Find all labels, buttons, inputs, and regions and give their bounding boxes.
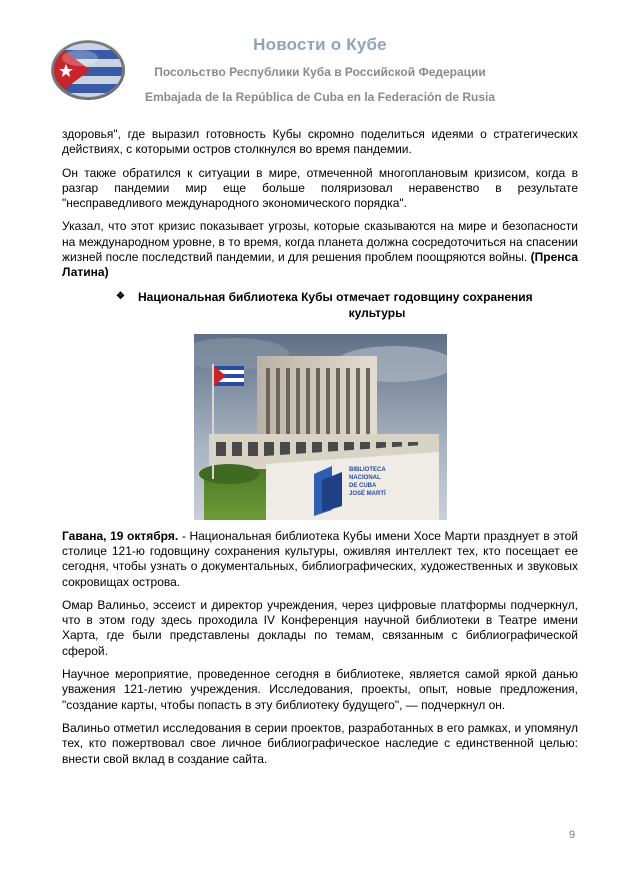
cuban-flag-globe-icon: [50, 40, 126, 100]
page-content: [62, 127, 578, 775]
article2-dateline: Гавана, 19 октября.: [62, 528, 179, 543]
article2-paragraph-1-text: - Национальная библиотека Кубы имени Хосе Марти празднует в этой столице 121-ю годовщину сохранения культуры, оживляя интеллект тех, кто посещает ее сегодня, чтобы узнать о документальных, библиографических, художественных и звуковых сокровищах острова.: [62, 528, 578, 589]
diamond-bullet-icon: ❖: [116, 290, 125, 302]
article2-heading: [62, 289, 578, 321]
article2-heading-line1: Национальная библиотека Кубы отмечает годовщину сохранения: [138, 289, 533, 304]
newsletter-title: Новости о Кубе: [253, 35, 387, 54]
article1-paragraph-3-text: Указал, что этот кризис показывает угрозы, которые сказываются на мире и безопасности на международном уровне, в то время, когда планета должна сосредоточиться на спасении жизней после последствий пандемии, и для решения проблем поощряются войны.: [62, 219, 578, 265]
embassy-name-russian: Посольство Республики Куба в Российской Федерации: [154, 65, 486, 79]
library-sign-line4: JOSÉ MARTÍ: [349, 490, 386, 497]
page-number: 9: [569, 829, 576, 841]
article1-paragraph-2: Он также обратился к ситуации в мире, отмеченной многоплановым кризисом, когда в разгар пандемии мир еще больше поляризовал неравенство в результате "несправедливого международного экономического порядка".: [62, 165, 578, 211]
article1-source: (Пренса Латина): [62, 250, 578, 280]
page-header: [0, 0, 621, 120]
library-sign-line1: BIBLIOTECA: [349, 466, 386, 473]
library-sign-line2: NACIONAL: [349, 474, 381, 481]
article2-paragraph-4: Валиньо отметил исследования в серии проектов, разработанных в его рамках, и упомянул тех, кто пожертвовал свое личное библиографическое наследие с единственной целью: внести свой вклад в создание сайта.: [62, 720, 578, 766]
article2-heading-line2: культуры: [348, 305, 406, 320]
article2-paragraph-3: Научное мероприятие, проведенное сегодня в библиотеке, является самой яркой данью уважения 121-летию учреждения. Исследования, проекты, опыт, новые предложения, "создание карты, чтобы попасть в эту библиотеку будущего", — подчеркнул он.: [62, 667, 578, 712]
library-sign-line3: DE CUBA: [349, 482, 377, 489]
article1-paragraph-3: [62, 219, 578, 280]
article2-paragraph-1: [62, 529, 578, 590]
article1-paragraph-1: здоровья", где выразил готовность Кубы скромно поделиться идеями о стратегических действиях, с которыми остров столкнулся во время пандемии.: [62, 127, 578, 157]
article2-paragraph-2: Омар Валиньо, эссеист и директор учреждения, через цифровые платформы подчеркнул, что в этом году здесь проходила IV Конференция научной библиотеки в Театре имени Харта, где были представлены доклады по темам, связанным с библиографической сферой.: [62, 597, 578, 658]
library-photo: [194, 334, 447, 520]
embassy-name-spanish: Embajada de la República de Cuba en la Federación de Rusia: [144, 90, 496, 104]
